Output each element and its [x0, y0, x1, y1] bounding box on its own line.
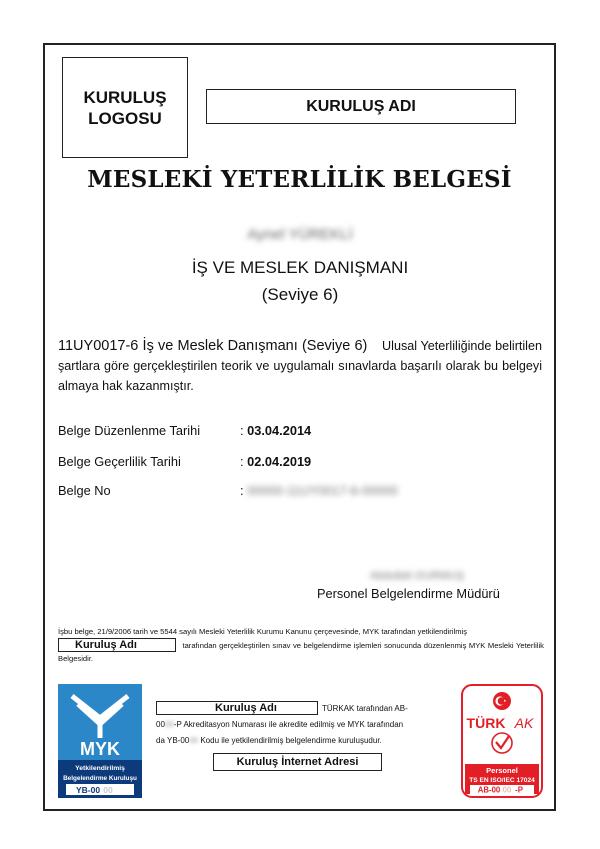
footnote-part-1: İşbu belge, 21/9/2006 tarih ve 5544 sayılı Mesleki Yeterlilik Kurumu Kanunu çerçevesinde, MYK tarafından yetkilendirilmiş: [58, 627, 468, 636]
certificate-number-label: Belge No: [58, 483, 111, 498]
issue-date-row: [58, 423, 311, 438]
footnote-organization-box: Kuruluş Adı: [58, 638, 176, 652]
accreditation-statement: [156, 701, 444, 749]
legal-footnote: [58, 625, 544, 665]
signatory-title: Personel Belgelendirme Müdürü: [317, 586, 500, 601]
validity-date-row: [58, 454, 311, 469]
certificate-number-value: 00000-11UY0017-6-00000: [247, 483, 398, 498]
separator: :: [240, 454, 244, 469]
organization-name-placeholder: KURULUŞ ADI: [206, 89, 516, 124]
turkish-flag-icon: [493, 692, 511, 710]
accreditation-line-3-hidden: 00: [189, 736, 199, 745]
myk-brand-text: MYK: [80, 739, 120, 759]
certificate-title: MESLEKİ YETERLİLİK BELGESİ: [87, 166, 512, 193]
validity-date-value: 02.04.2019: [247, 454, 312, 469]
certificate-statement: [58, 336, 542, 396]
turkak-brand-b: AK: [514, 715, 534, 731]
separator: :: [240, 423, 244, 438]
separator: :: [240, 483, 244, 498]
accreditation-line-3a: da YB-00: [156, 736, 190, 745]
myk-code-prefix: YB-00: [75, 785, 101, 795]
footnote-part-2: tarafından gerçekleştirilen sınav ve belgelendirme işlemleri sonucunda düzenlenmiş MYK Mesleki Yeterlilik Belgesidir.: [58, 641, 544, 663]
turkak-line-2: TS EN ISO/IEC 17024: [469, 777, 535, 784]
myk-line-1: Yetkilendirilmiş: [75, 765, 125, 772]
logo-line-1: KURULUŞ: [83, 87, 167, 107]
myk-code-hidden: 00: [103, 785, 113, 795]
accreditation-line-2-hidden: 00: [164, 720, 174, 729]
qualification-reference: 11UY0017-6 İş ve Meslek Danışmanı (Seviye 6): [58, 338, 368, 354]
turkak-code-suffix: -P: [515, 785, 523, 795]
qualification-level: (Seviye 6): [261, 285, 339, 304]
issue-date-value: 03.04.2014: [247, 423, 312, 438]
organization-logo-placeholder: [62, 57, 188, 158]
statement-text: Ulusal Yeterliliğinde belirtilen şartlara göre gerçekleştirilen teorik ve uygulamalı sınavlarda başarılı olarak bu belgeyi almaya hak kazanmıştır.: [58, 339, 542, 393]
myk-logo: [58, 684, 142, 798]
turkak-logo: [461, 684, 543, 798]
holder-name: Aynel YÜREKLİ: [247, 226, 353, 243]
accreditation-line-3b: Kodu ile yetkilendirilmiş belgelendirme kuruluşudur.: [198, 736, 382, 745]
turkak-line-1: Personel: [486, 766, 518, 775]
accreditation-line-2a: 00: [156, 720, 165, 729]
occupation-title: İŞ VE MESLEK DANIŞMANI: [191, 258, 409, 277]
turkak-code-hidden: 00: [502, 785, 512, 795]
certificate-number-row: [58, 483, 398, 498]
turkak-brand-a: TÜRK: [466, 715, 506, 731]
accreditation-line-1: TÜRKAK tarafından AB-: [321, 704, 408, 713]
organization-website-placeholder: Kuruluş İnternet Adresi: [213, 753, 382, 771]
accreditation-organization-box: Kuruluş Adı: [156, 701, 318, 715]
turkak-code-prefix: AB-00: [477, 785, 501, 795]
logo-line-2: LOGOSU: [88, 108, 162, 128]
accreditation-line-2b: -P Akreditasyon Numarası ile akredite edilmiş ve MYK tarafından: [173, 720, 404, 729]
myk-line-2: Belgelendirme Kuruluşu: [63, 775, 137, 782]
issue-date-label: Belge Düzenlenme Tarihi: [58, 423, 201, 438]
signatory-name: Abdullah DURMUŞ: [369, 570, 465, 582]
validity-date-label: Belge Geçerlilik Tarihi: [58, 454, 181, 469]
